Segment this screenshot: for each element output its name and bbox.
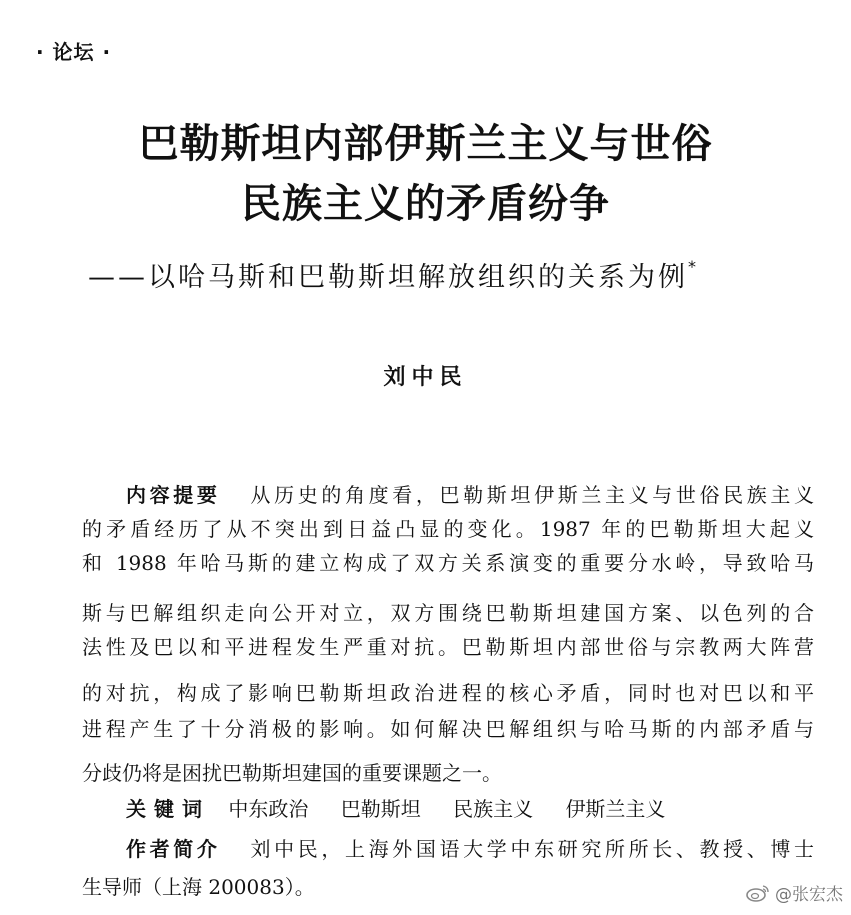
abstract-line-8: 分歧仍将是困扰巴勒斯坦建国的重要课题之一。 xyxy=(82,761,502,785)
article-title-line-2: 民族主义的矛盾纷争 xyxy=(241,181,610,227)
watermark xyxy=(745,880,843,905)
keywords-line xyxy=(126,796,814,822)
keyword-item: 伊斯兰主义 xyxy=(565,797,666,821)
keywords-label: 关键词 xyxy=(126,797,210,821)
abstract-line-1 xyxy=(126,482,814,508)
keyword-item: 中东政治 xyxy=(228,797,309,821)
author-name: 刘中民 xyxy=(383,365,468,390)
section-tag: · 论坛 · xyxy=(36,40,112,64)
author-intro-line-2: 生导师（上海 200083）。 xyxy=(82,875,315,899)
abstract-text: 从历史的角度看，巴勒斯坦伊斯兰主义与世俗民族主义 xyxy=(250,483,815,507)
article-subtitle xyxy=(88,255,699,294)
keyword-item: 民族主义 xyxy=(453,797,534,821)
abstract-line-6: 的对抗，构成了影响巴勒斯坦政治进程的核心矛盾，同时也对巴以和平 xyxy=(82,681,814,705)
abstract-line-2: 的矛盾经历了从不突出到日益凸显的变化。1987 年的巴勒斯坦大起义 xyxy=(82,517,814,541)
weibo-icon xyxy=(745,884,771,902)
abstract-line-5: 法性及巴以和平进程发生严重对抗。巴勒斯坦内部世俗与宗教两大阵营 xyxy=(82,635,814,659)
abstract-line-3: 和 1988 年哈马斯的建立构成了双方关系演变的重要分水岭，导致哈马 xyxy=(82,551,814,575)
abstract-label: 内容提要 xyxy=(126,483,221,507)
author-intro-line-1 xyxy=(126,836,814,862)
author-intro-label: 作者简介 xyxy=(126,837,221,861)
footnote-mark: * xyxy=(688,257,699,276)
abstract-line-7: 进程产生了十分消极的影响。如何解决巴解组织与哈马斯的内部矛盾与 xyxy=(82,717,814,741)
watermark-text: @张宏杰 xyxy=(775,885,843,905)
article-title-line-1: 巴勒斯坦内部伊斯兰主义与世俗 xyxy=(138,121,713,167)
keyword-item: 巴勒斯坦 xyxy=(340,797,421,821)
subtitle-text: ——以哈马斯和巴勒斯坦解放组织的关系为例 xyxy=(88,262,688,293)
abstract-line-4: 斯与巴解组织走向公开对立，双方围绕巴勒斯坦建国方案、以色列的合 xyxy=(82,601,814,625)
author-intro-text: 刘中民，上海外国语大学中东研究所所长、教授、博士 xyxy=(250,837,815,861)
